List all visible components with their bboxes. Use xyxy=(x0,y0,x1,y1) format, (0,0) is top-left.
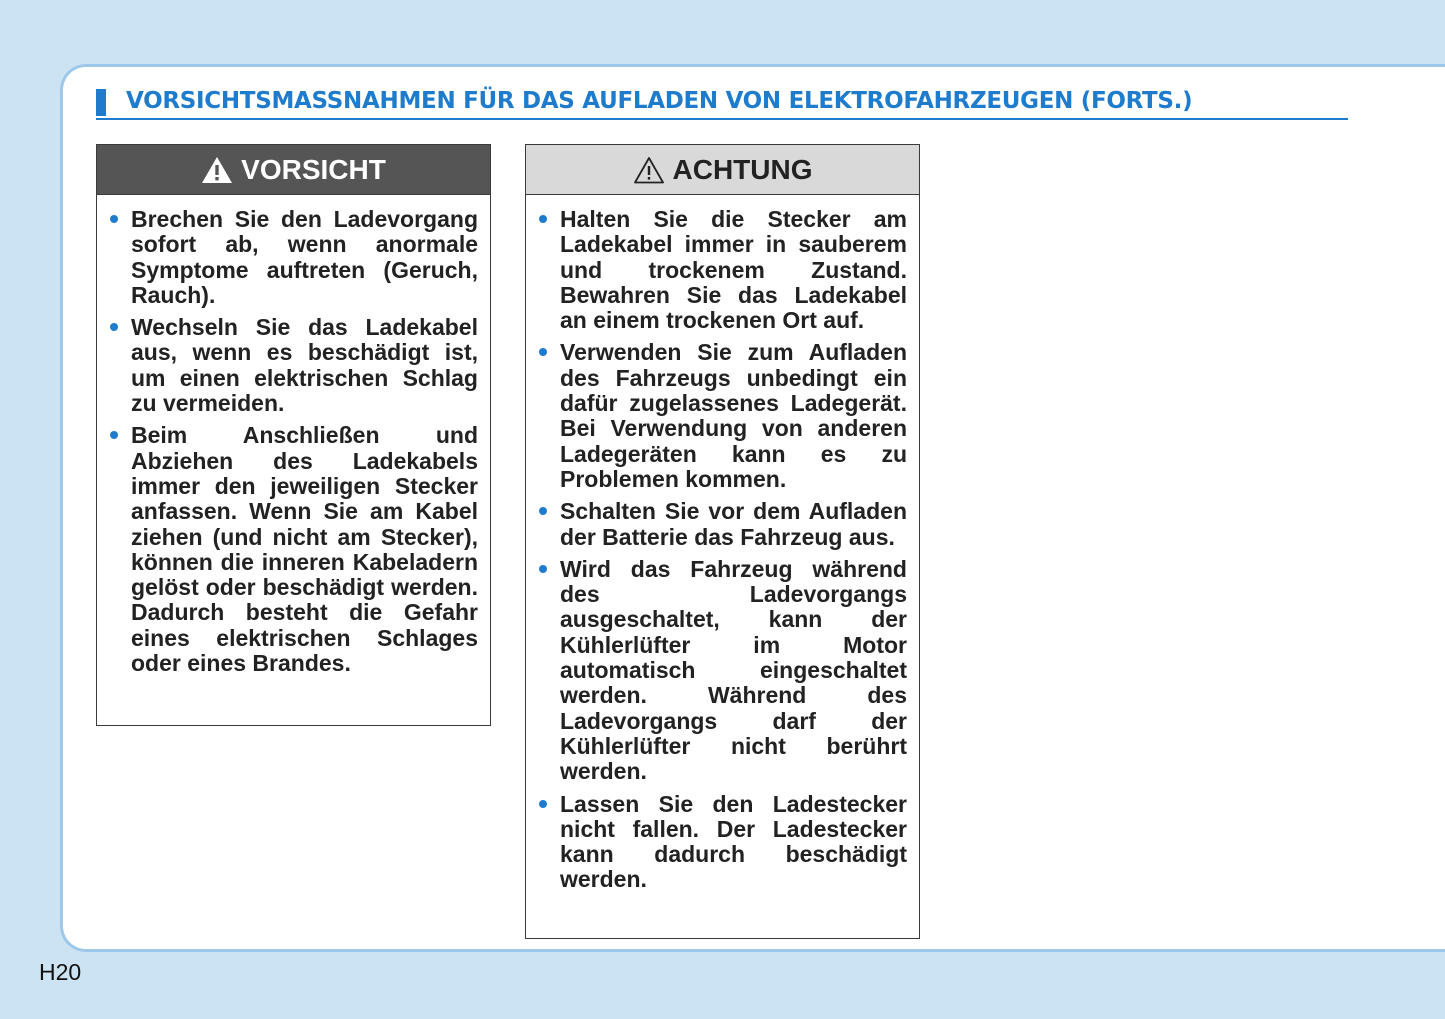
list-item: Beim Anschließen und Abziehen des Ladekabels immer den jeweiligen Stecker anfassen. Wenn Sie am Kabel ziehen (und nicht am Stecker), können die inneren Kabeladern gelöst oder beschädigt werden. Dadurch besteht die Gefahr eines elektrischen Schlages oder eines Brandes. xyxy=(109,423,478,676)
vorsicht-title: VORSICHT xyxy=(241,153,386,185)
list-item: Halten Sie die Stecker am Ladekabel immer in sauberem und trockenem Zustand. Bewahren Sie das Ladekabel an einem trockenen Ort auf. xyxy=(538,207,907,333)
warning-triangle-filled-icon xyxy=(201,156,233,184)
list-item: Lassen Sie den Ladestecker nicht fallen. Der Ladestecker kann dadurch beschädigt werden. xyxy=(538,792,907,893)
vorsicht-header xyxy=(97,145,490,195)
list-item: Brechen Sie den Ladevorgang sofort ab, wenn anormale Symptome auftreten (Geruch, Rauch). xyxy=(109,207,478,308)
section-header-bar xyxy=(96,89,106,116)
list-item: Verwenden Sie zum Aufladen des Fahrzeugs unbedingt ein dafür zugelassenes Ladegerät. Bei Verwendung von anderen Ladegeräten kann es zu Problemen kommen. xyxy=(538,340,907,492)
section-header xyxy=(96,86,1348,120)
list-item: Wechseln Sie das Ladekabel aus, wenn es beschädigt ist, um einen elektrischen Schlag zu vermeiden. xyxy=(109,315,478,416)
list-item: Schalten Sie vor dem Aufladen der Batterie das Fahrzeug aus. xyxy=(538,499,907,550)
achtung-list xyxy=(526,195,919,893)
warning-triangle-outline-icon xyxy=(633,156,665,184)
vorsicht-box xyxy=(96,144,491,726)
vorsicht-list xyxy=(97,195,490,676)
list-item: Wird das Fahrzeug während des Ladevorgangs ausgeschaltet, kann der Kühlerlüfter im Motor automatisch eingeschaltet werden. Während des Ladevorgangs darf der Kühlerlüfter nicht berührt werden. xyxy=(538,557,907,785)
page-number: H20 xyxy=(39,959,82,985)
section-title: VORSICHTSMASSNAHMEN FÜR DAS AUFLADEN VON ELEKTROFAHRZEUGEN (FORTS.) xyxy=(126,88,1193,114)
achtung-box xyxy=(525,144,920,939)
achtung-header xyxy=(526,145,919,195)
achtung-title: ACHTUNG xyxy=(672,153,813,185)
